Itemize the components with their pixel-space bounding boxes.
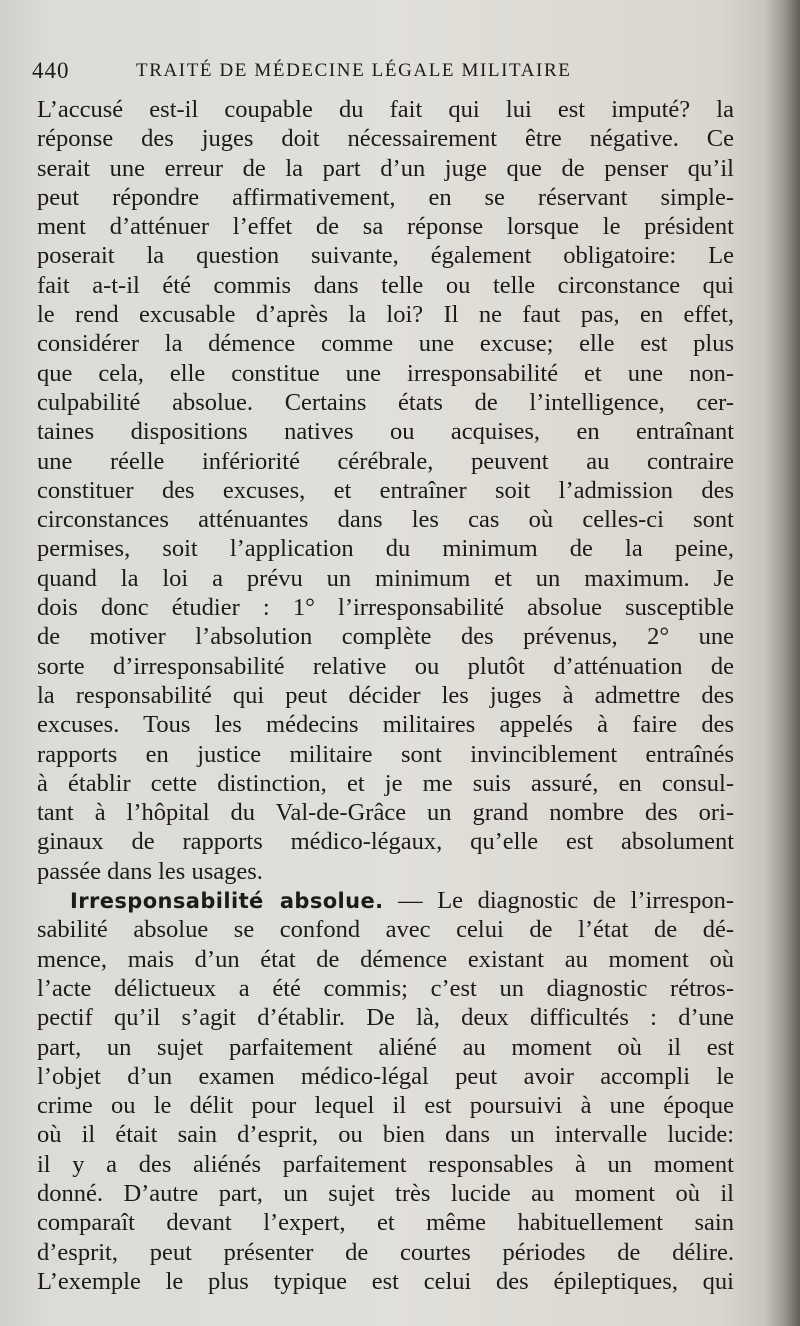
text-line: il y a des aliénés parfaitement responsables à un moment: [37, 1150, 734, 1178]
text-line: l’acte délictueux a été commis; c’est un diagnostic rétros-: [37, 974, 734, 1002]
text-line: où il était sain d’esprit, ou bien dans un intervalle lucide:: [37, 1121, 734, 1149]
text-line: dois donc étudier : 1° l’irresponsabilité absolue susceptible: [37, 594, 734, 622]
text-line: donné. D’autre part, un sujet très lucide au moment où il: [37, 1179, 734, 1207]
text-line: crime ou le délit pour lequel il est poursuivi à une époque: [37, 1092, 734, 1120]
text-line: excuses. Tous les médecins militaires appelés à faire des: [37, 711, 734, 739]
page-number: 440: [32, 58, 70, 83]
text-line: rapports en justice militaire sont invinciblement entraînés: [37, 740, 734, 768]
text-line: sabilité absolue se confond avec celui de l’état de dé-: [37, 916, 734, 944]
text-line: ginaux de rapports médico-légaux, qu’elle est absolument: [37, 828, 734, 856]
text-line: taines dispositions natives ou acquises, en entraînant: [37, 418, 734, 446]
body-text: [37, 95, 734, 1296]
text-line: réponse des juges doit nécessairement être négative. Ce: [37, 125, 734, 153]
text-line: passée dans les usages.: [37, 857, 263, 885]
text-line: tant à l’hôpital du Val-de-Grâce un grand nombre des ori-: [37, 799, 734, 827]
text-line: ment d’atténuer l’effet de sa réponse lorsque le président: [37, 213, 734, 241]
text-line: l’objet d’un examen médico-légal peut avoir accompli le: [37, 1062, 734, 1090]
text-line: mence, mais d’un état de démence existant au moment où: [37, 945, 734, 973]
text-line: circonstances atténuantes dans les cas où celles-ci sont: [37, 506, 734, 534]
text-line: peut répondre affirmativement, en se réservant simple-: [37, 183, 734, 211]
text-line: fait a-t-il été commis dans telle ou telle circonstance qui: [37, 271, 734, 299]
text-line: à établir cette distinction, et je me suis assuré, en consul-: [37, 769, 734, 797]
page-header: [32, 58, 760, 88]
section-first-line: [37, 886, 734, 915]
text-line: culpabilité absolue. Certains états de l’intelligence, cer-: [37, 388, 734, 416]
text-line: de motiver l’absolution complète des prévenus, 2° une: [37, 623, 734, 651]
text-line: constituer des excuses, et entraîner soit l’admission des: [37, 476, 734, 504]
text-line: que cela, elle constitue une irresponsabilité et une non-: [37, 359, 734, 387]
text-line: considérer la démence comme une excuse; elle est plus: [37, 330, 734, 358]
text-line: comparaît devant l’expert, et même habituellement sain: [37, 1209, 734, 1237]
text-line: quand la loi a prévu un minimum et un maximum. Je: [37, 564, 734, 592]
text-line: poserait la question suivante, également obligatoire: Le: [37, 242, 734, 270]
text-line: permises, soit l’application du minimum de la peine,: [37, 535, 734, 563]
text-line: part, un sujet parfaitement aliéné au moment où il est: [37, 1033, 734, 1061]
text-line: la responsabilité qui peut décider les juges à admettre des: [37, 681, 734, 709]
text-line: d’esprit, peut présenter de courtes périodes de délire.: [37, 1238, 734, 1266]
running-title: TRAITÉ DE MÉDECINE LÉGALE MILITAIRE: [136, 60, 572, 81]
text-line: sorte d’irresponsabilité relative ou plutôt d’atténuation de: [37, 652, 734, 680]
text-line: serait une erreur de la part d’un juge que de penser qu’il: [37, 154, 734, 182]
section-first-line-text: — Le diagnostic de l’irrespon-: [383, 887, 734, 915]
text-line: L’exemple le plus typique est celui des épileptiques, qui: [37, 1267, 734, 1295]
text-line: le rend excusable d’après la loi? Il ne faut pas, en effet,: [37, 301, 734, 329]
text-line: L’accusé est-il coupable du fait qui lui est imputé? la: [37, 96, 734, 123]
text-line: pectif qu’il s’agit d’établir. De là, deux difficultés : d’une: [37, 1004, 734, 1032]
section-heading: Irresponsabilité absolue.: [70, 889, 384, 914]
text-line: une réelle infériorité cérébrale, peuvent au contraire: [37, 447, 734, 475]
